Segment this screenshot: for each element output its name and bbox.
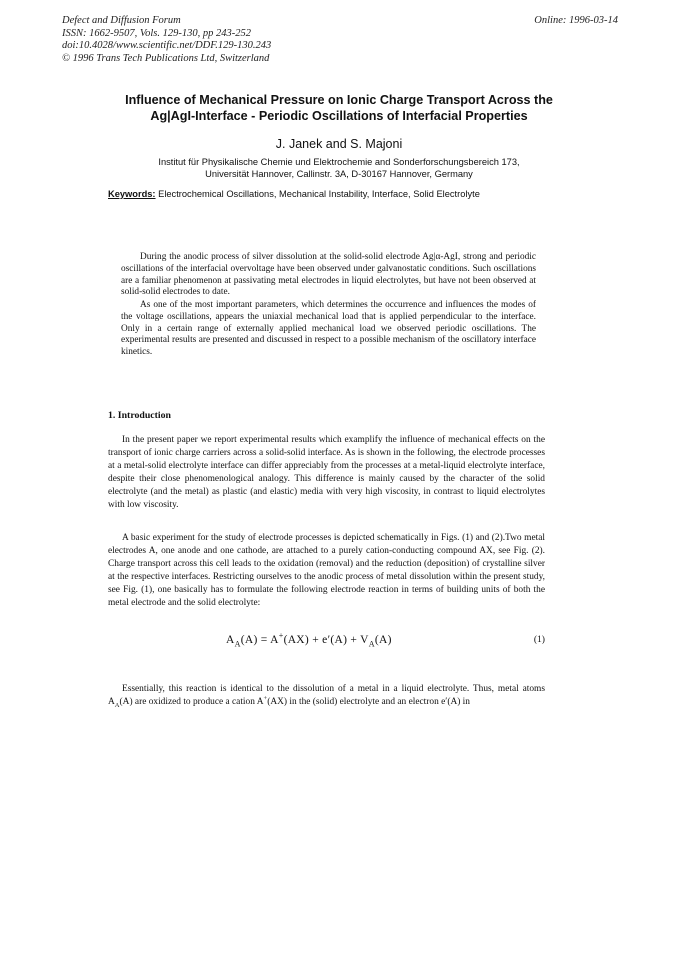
abstract-paragraph-1: During the anodic process of silver dissolution at the solid-solid electrode Ag|α-AgI, strong and periodic oscillations of the interfacial overvoltage have been observed under galvanostatic conditions. Such oscillations are a familiar phenomenon at passivating metal electrodes in liquid electrolytes, but have not been observed at solid-solid electrodes to date. [121,252,536,298]
abstract-paragraph-2: As one of the most important parameters, which determines the occurrence and influences the modes of the voltage oscillations, appears the uniaxial mechanical load that is applied perpendicular to the interface. Only in a certain range of externally applied mechanical load we observed periodic oscillations. The experimental results are presented and discussed in respect to a possible mechanism of the oscillatory interface kinetics. [121,300,536,358]
keywords [108,188,578,200]
affiliation-line-1: Institut für Physikalische Chemie und Elektrochemie and Sonderforschungsbereich 173, [158,157,520,167]
copyright-line: © 1996 Trans Tech Publications Ltd, Switzerland [62,52,270,64]
authors: J. Janek and S. Majoni [275,137,403,151]
intro-paragraph-2: A basic experiment for the study of electrode processes is depicted schematically in Figs. (1) and (2).Two metal electrodes A, one anode and one cathode, are attached to a purely cation-conducting compound AX, see Fig. (2). Charge transport across this cell leads to the oxidation (removal) and the reduction (deposition) of crystalline silver at the respective interfaces. Restricting ourselves to the anodic process of metal dissolution within the present study, see Fig. (1), one basically has to formulate the following electrode reaction in terms of building units of both the metal electrode and the solid electrolyte: [108,533,545,609]
doi-line[interactable]: doi:10.4028/www.scientific.net/DDF.129-130.243 [62,40,272,51]
intro-paragraph-1: In the present paper we report experimental results which examplify the influence of mechanical effects on the transport of ionic charge carriers across a solid-solid interface. As is shown in the following, the electrode processes at a metal-solid electrolyte interface can differ appreciably from the processes at a metal-liquid electrolyte interface, despite their close phenomenological analogy. This difference is mainly caused by the character of the solid electrolyte (and the metal) as plastic (and elastic) media with very high viscosity, in contrast to liquid electrolytes with low viscosity. [108,435,545,511]
keywords-label: Keywords: [108,189,156,199]
section-heading-introduction: 1. Introduction [108,410,171,421]
keywords-text: Electrochemical Oscillations, Mechanical Instability, Interface, Solid Electrolyte [158,189,480,199]
online-date: Online: 1996-03-14 [534,15,618,26]
equation-1 [108,632,545,650]
intro-paragraph-3: Essentially, this reaction is identical to the dissolution of a metal in a liquid electrolyte. Thus, metal atoms $A_A(A)$ are oxidized to produce a cation A+(AX) in the (solid) electrolyte and an electron e′(A) in [108,684,545,709]
title-line-2: Ag|AgI-Interface - Periodic Oscillations of Interfacial Properties [150,109,528,123]
equation-body: $A_A(A) = A^+(AX) + e'(A) + V_A(A)$ [226,631,392,649]
journal-name: Defect and Diffusion Forum [62,15,181,26]
title-line-1: Influence of Mechanical Pressure on Ionic Charge Transport Across the [125,93,553,107]
citation-block [62,15,271,65]
affiliation [90,156,588,180]
issn-line: ISSN: 1662-9507, Vols. 129-130, pp 243-252 [62,27,251,39]
affiliation-line-2: Universität Hannover, Callinstr. 3A, D-30167 Hannover, Germany [205,169,473,180]
paper-title [70,92,608,124]
equation-number: (1) [533,634,545,645]
